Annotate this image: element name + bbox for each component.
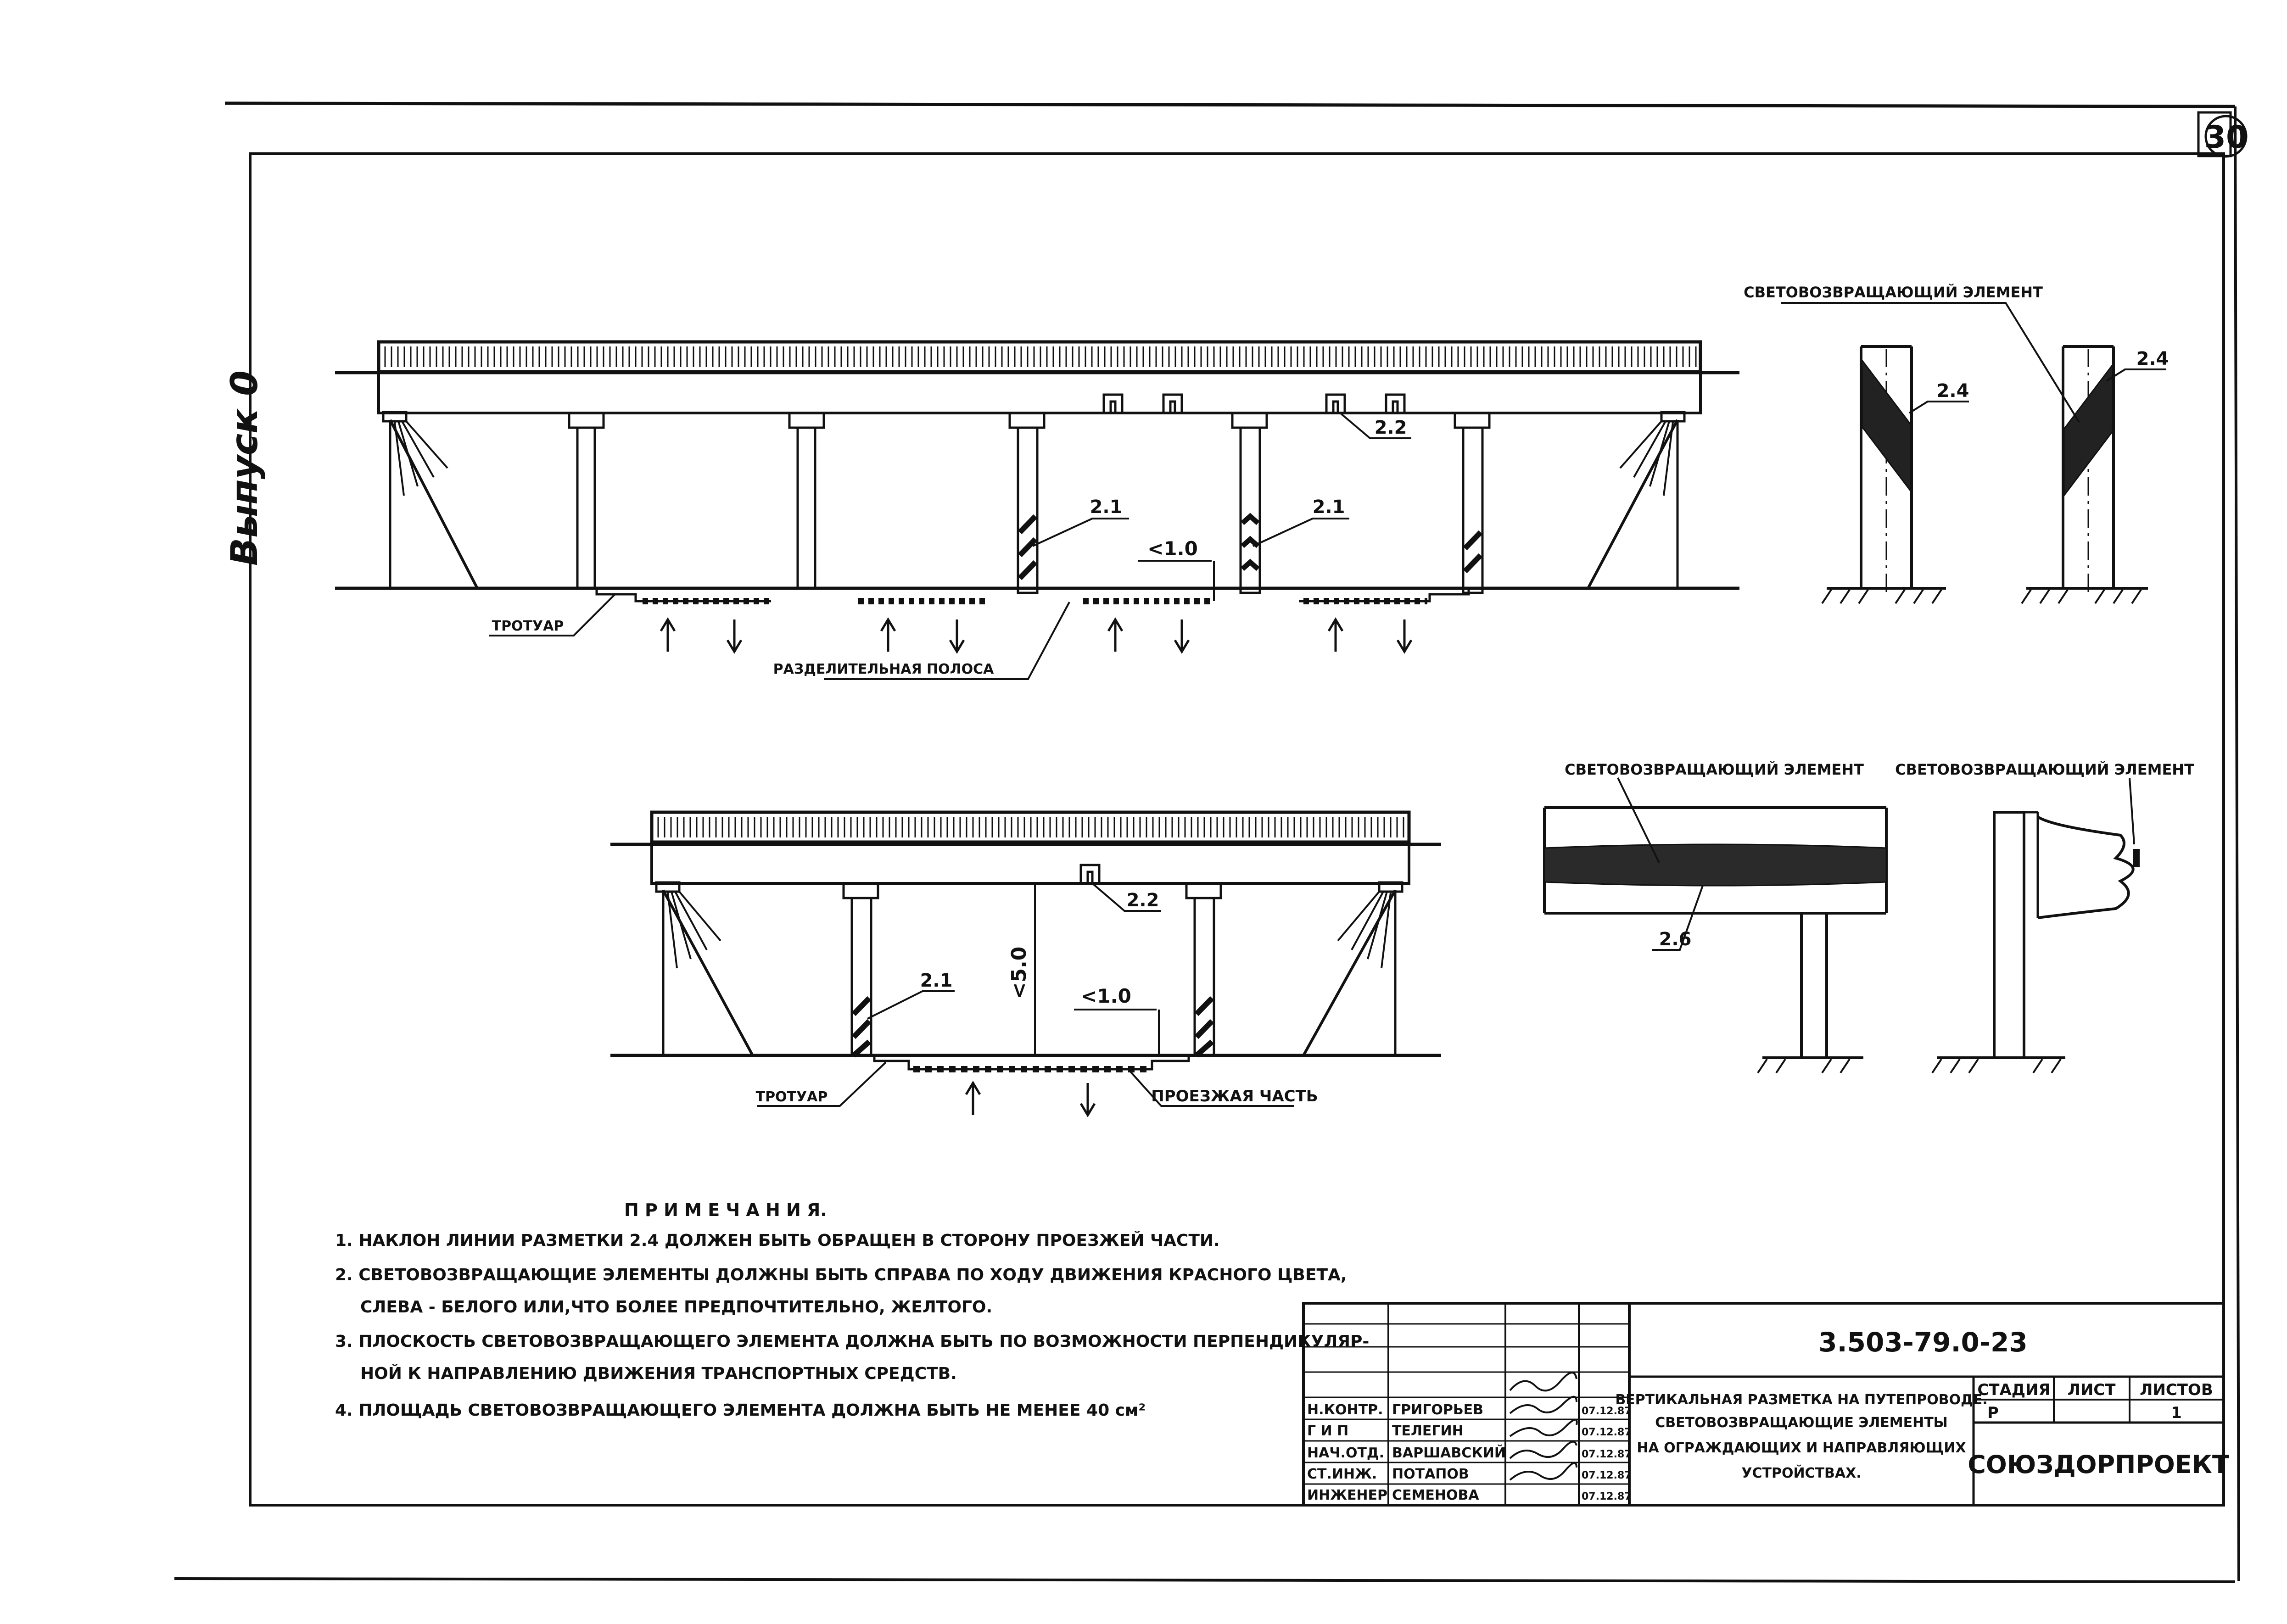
row-date: 07.12.87: [1582, 1427, 1632, 1438]
marking-2-4-label: 2.4: [1936, 380, 1969, 402]
row-date: 07.12.87: [1582, 1491, 1632, 1502]
issue-label: Выпуск 0: [223, 370, 266, 566]
sheets-value: 1: [2171, 1404, 2182, 1422]
row-date: 07.12.87: [1582, 1470, 1632, 1481]
pier-with-marking-2-1: [844, 883, 878, 1055]
row-name: ГРИГОРЬЕВ: [1392, 1402, 1484, 1418]
railing-hatching: [385, 346, 1696, 367]
marking-2-1-label: 2.1: [920, 970, 953, 991]
organization-name: СОЮЗДОРПРОЕКТ: [1968, 1450, 2229, 1479]
marking-2-2-label: 2.2: [1374, 417, 1407, 438]
row-role: НАЧ.ОТД.: [1307, 1445, 1385, 1461]
row-name: СЕМЕНОВА: [1392, 1487, 1479, 1503]
marking-2-4-label: 2.4: [2136, 348, 2169, 369]
note-line: 3. ПЛОСКОСТЬ СВЕТОВОЗВРАЩАЮЩЕГО ЭЛЕМЕНТА ДОЛЖНА БЫТЬ ПО ВОЗМОЖНОСТИ ПЕРПЕНДИКУЛЯР-: [335, 1332, 1370, 1351]
pier-with-marking-2-1: [1455, 413, 1489, 593]
note-line: СЛЕВА - БЕЛОГО ИЛИ,ЧТО БОЛЕЕ ПРЕДПОЧТИТЕЛЬНО, ЖЕЛТОГО.: [360, 1298, 993, 1317]
stage-header: СТАДИЯ: [1977, 1381, 2051, 1399]
page-number: 30: [2204, 119, 2248, 156]
retro-element-label: СВЕТОВОЗВРАЩАЮЩИЙ ЭЛЕМЕНТ: [1895, 761, 2194, 778]
railing-hatching: [658, 817, 1404, 837]
sidewalk-label: ТРОТУАР: [755, 1089, 828, 1105]
drawing-title-line: УСТРОЙСТВАХ.: [1741, 1465, 1862, 1481]
row-role: СТ.ИНЖ.: [1307, 1466, 1377, 1482]
clearance-label: <1.0: [1081, 985, 1131, 1007]
notes: [335, 1200, 1369, 1420]
abutment-right: [1588, 412, 1684, 588]
pier-with-marking-2-1: [1232, 413, 1267, 593]
post-detail-right: [2022, 346, 2166, 603]
abutment-left: [383, 412, 477, 588]
marking-2-2-label: 2.2: [1126, 890, 1159, 911]
clearance-label: <1.0: [1147, 537, 1198, 560]
row-name: ПОТАПОВ: [1392, 1466, 1469, 1482]
note-line: 4. ПЛОЩАДЬ СВЕТОВОЗВРАЩАЮЩЕГО ЭЛЕМЕНТА ДОЛЖНА БЫТЬ НЕ МЕНЕЕ 40 см²: [335, 1401, 1146, 1420]
drawing-title-line: ВЕРТИКАЛЬНАЯ РАЗМЕТКА НА ПУТЕПРОВОДЕ.: [1615, 1392, 1988, 1408]
row-name: ВАРШАВСКИЙ: [1392, 1445, 1506, 1461]
note-line: НОЙ К НАПРАВЛЕНИЮ ДВИЖЕНИЯ ТРАНСПОРТНЫХ СРЕДСТВ.: [360, 1364, 957, 1383]
median-label: РАЗДЕЛИТЕЛЬНАЯ ПОЛОСА: [773, 661, 994, 677]
abutment-right: [1303, 882, 1402, 1055]
row-date: 07.12.87: [1582, 1406, 1632, 1417]
abutment-left: [656, 882, 753, 1055]
row-role: Н.КОНТР.: [1307, 1402, 1383, 1418]
sidewalk-label: ТРОТУАР: [492, 618, 564, 634]
drawing-title-line: СВЕТОВОЗВРАЩАЮЩИЕ ЭЛЕМЕНТЫ: [1655, 1415, 1948, 1431]
drawing-title-line: НА ОГРАЖДАЮЩИХ И НАПРАВЛЯЮЩИХ: [1637, 1440, 1966, 1456]
guardrail-side-detail: [1932, 778, 2136, 1073]
sheets-header: ЛИСТОВ: [2140, 1381, 2213, 1399]
row-name: ТЕЛЕГИН: [1392, 1423, 1464, 1439]
row-date: 07.12.87: [1582, 1449, 1632, 1460]
guardrail-front-detail: [1544, 778, 1886, 1073]
retro-element-label: СВЕТОВОЗВРАЩАЮЩИЙ ЭЛЕМЕНТ: [1565, 761, 1864, 778]
pier: [789, 413, 824, 588]
document-number: 3.503-79.0-23: [1818, 1327, 2028, 1358]
pier-with-marking-2-1: [1186, 883, 1221, 1055]
stage-value: Р: [1987, 1404, 1999, 1422]
marking-2-1-label: 2.1: [1090, 497, 1123, 518]
row-role: ИНЖЕНЕР: [1307, 1487, 1388, 1503]
marking-2-1-label: 2.1: [1312, 497, 1345, 518]
sheet-header: ЛИСТ: [2067, 1381, 2116, 1399]
signatures: [1510, 1373, 1577, 1480]
traffic-arrows: [661, 619, 1411, 652]
notes-heading: П Р И М Е Ч А Н И Я.: [624, 1200, 827, 1220]
height-label: <5.0: [1007, 946, 1031, 999]
pier: [569, 413, 604, 588]
carriageway-label: ПРОЕЗЖАЯ ЧАСТЬ: [1151, 1087, 1318, 1105]
pier-with-marking-2-1: [1010, 413, 1044, 593]
retro-element-label: СВЕТОВОЗВРАЩАЮЩИЙ ЭЛЕМЕНТ: [1744, 284, 2043, 301]
note-line: 1. НАКЛОН ЛИНИИ РАЗМЕТКИ 2.4 ДОЛЖЕН БЫТЬ ОБРАЩЕН В СТОРОНУ ПРОЕЗЖЕЙ ЧАСТИ.: [335, 1231, 1220, 1250]
note-line: 2. СВЕТОВОЗВРАЩАЮЩИЕ ЭЛЕМЕНТЫ ДОЛЖНЫ БЫТЬ СПРАВА ПО ХОДУ ДВИЖЕНИЯ КРАСНОГО ЦВЕТА,: [335, 1266, 1347, 1284]
row-role: Г И П: [1307, 1423, 1349, 1439]
marking-2-6-label: 2.6: [1659, 929, 1692, 950]
